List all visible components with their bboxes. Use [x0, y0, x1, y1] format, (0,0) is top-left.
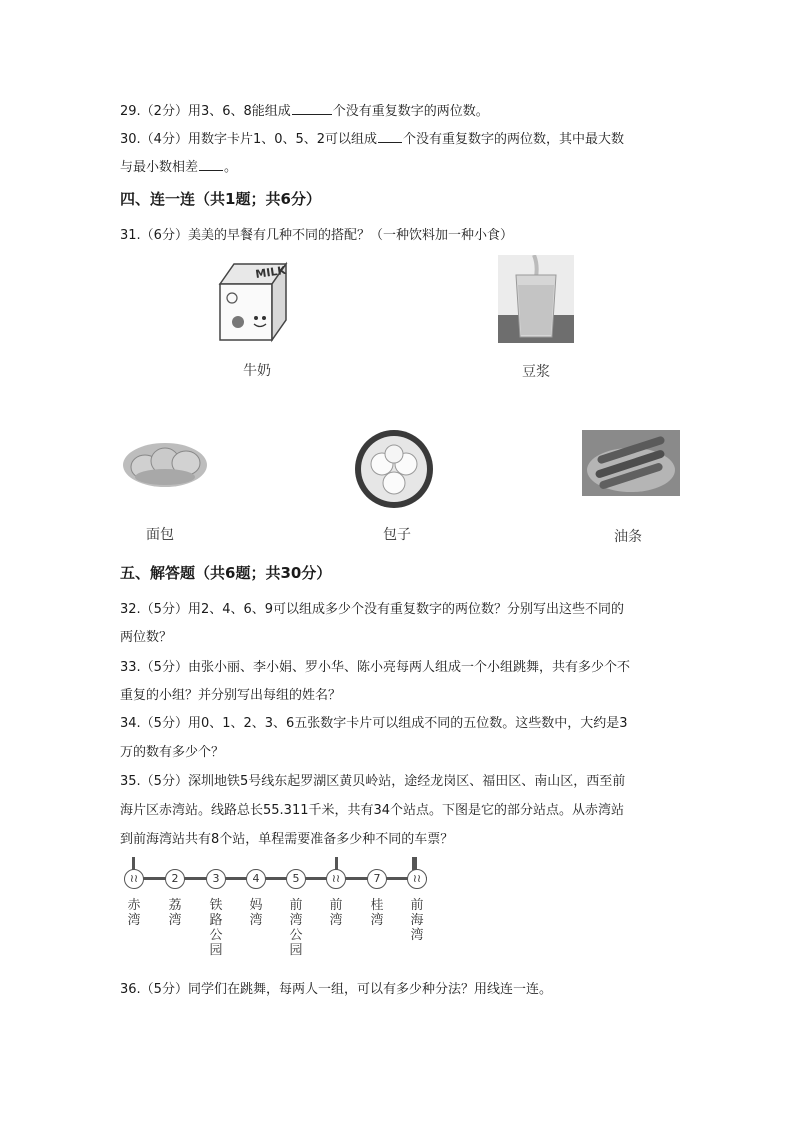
- metro-station-name: 铁路公园: [209, 898, 223, 958]
- question-33-line2: 重复的小组？并分别写出每组的姓名？: [120, 688, 342, 703]
- metro-station-badge: 4: [246, 869, 266, 889]
- milk-label-text: MILK: [254, 263, 287, 281]
- question-34-line2: 万的数有多少个？: [120, 745, 225, 760]
- question-35-line2: 海片区赤湾站。线路总长55.311千米，共有34个站点。下图是它的部分站点。从赤湾站: [120, 803, 625, 818]
- section-heading: 五、解答题（共6题；共30分）: [120, 564, 332, 582]
- baozi-label: 包子: [383, 527, 411, 543]
- metro-station-badge: 7: [367, 869, 387, 889]
- answer-blank[interactable]: [378, 128, 402, 143]
- q29-suffix: 个没有重复数字的两位数。: [332, 104, 489, 119]
- milk-carton-image: [212, 258, 292, 344]
- baozi-image: [352, 428, 436, 510]
- question-35-line3: 到前海湾站共有8个站，单程需要准备多少种不同的车票？: [120, 832, 454, 847]
- soymilk-label: 豆浆: [522, 364, 550, 380]
- soymilk-image: [498, 255, 574, 343]
- metro-station-name: 前湾: [329, 898, 343, 928]
- question-35-line1: 35.（5分）深圳地铁5号线东起罗湖区黄贝岭站，途经龙岗区、福田区、南山区，西至前: [120, 774, 626, 789]
- question-30-line2: [120, 156, 237, 178]
- q30-prefix: 30.（4分）用数字卡片1、0、5、2可以组成: [120, 132, 378, 147]
- metro-station-name: 赤湾: [127, 898, 141, 928]
- q30-line2-prefix: 与最小数相差: [120, 160, 199, 175]
- metro-station-name: 前湾公园: [289, 898, 303, 958]
- question-34-line1: 34.（5分）用0、1、2、3、6五张数字卡片可以组成不同的五位数。这些数中，大约是3: [120, 716, 628, 731]
- question-36: 36.（5分）同学们在跳舞，每两人一组，可以有多少种分法？用线连一连。: [120, 982, 552, 997]
- metro-station-badge: ≀≀: [124, 869, 144, 889]
- metro-station-name: 荔湾: [168, 898, 182, 928]
- milk-label: 牛奶: [243, 363, 271, 379]
- question-31: 31.（6分）美美的早餐有几种不同的搭配？（一种饮料加一种小食）: [120, 228, 513, 243]
- question-30-line1: [120, 128, 624, 150]
- bread-label: 面包: [146, 527, 174, 543]
- section-heading: 四、连一连（共1题；共6分）: [120, 190, 321, 208]
- q29-prefix: 29.（2分）用3、6、8能组成: [120, 104, 291, 119]
- metro-station-name: 妈湾: [249, 898, 263, 928]
- metro-station-badge: ≀≀: [326, 869, 346, 889]
- q30-middle: 个没有重复数字的两位数，其中最大数: [403, 132, 625, 147]
- youtiao-label: 油条: [614, 529, 642, 545]
- question-32-line2: 两位数？: [120, 630, 173, 645]
- question-33-line1: 33.（5分）由张小丽、李小娟、罗小华、陈小亮每两人组成一个小组跳舞，共有多少个不: [120, 660, 630, 675]
- question-29: [120, 100, 489, 122]
- answer-blank[interactable]: [292, 100, 332, 115]
- question-32-line1: 32.（5分）用2、4、6、9可以组成多少个没有重复数字的两位数？分别写出这些不同的: [120, 602, 625, 617]
- bread-image: [120, 435, 210, 495]
- metro-station-badge: 2: [165, 869, 185, 889]
- answer-blank[interactable]: [199, 156, 223, 171]
- metro-station-badge: 5: [286, 869, 306, 889]
- youtiao-image: [582, 430, 680, 496]
- metro-station-name: 桂湾: [370, 898, 384, 928]
- q30-line2-suffix: 。: [224, 160, 238, 175]
- metro-station-badge: 3: [206, 869, 226, 889]
- metro-station-name: 前海湾: [410, 898, 424, 943]
- metro-station-badge: ≀≀: [407, 869, 427, 889]
